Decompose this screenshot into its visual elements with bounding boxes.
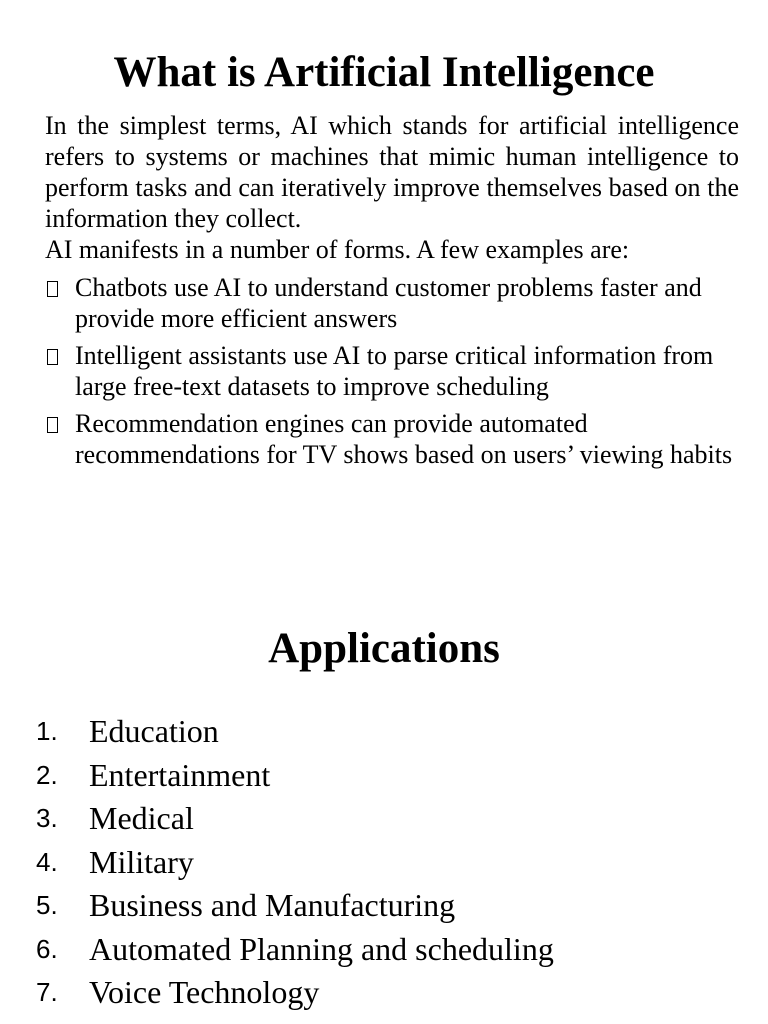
- application-number: 6.: [36, 933, 58, 964]
- application-number: 5.: [36, 890, 58, 921]
- application-number: 7.: [36, 977, 58, 1008]
- example-item: [45, 340, 745, 402]
- application-number: 4.: [36, 846, 58, 877]
- application-label: Military: [89, 843, 194, 880]
- application-number: 2.: [36, 759, 58, 790]
- checkbox-icon: [47, 349, 58, 365]
- application-item: [36, 841, 554, 885]
- example-item: [45, 408, 745, 470]
- application-item: [36, 928, 554, 972]
- application-item: [36, 971, 554, 1015]
- application-label: Entertainment: [89, 756, 271, 793]
- applications-list: [36, 710, 554, 1015]
- applications-heading: Applications: [268, 625, 500, 672]
- checkbox-icon: [47, 281, 58, 297]
- application-item: [36, 754, 554, 798]
- application-label: Medical: [89, 800, 194, 837]
- checkbox-icon: [47, 417, 58, 433]
- intro-paragraph: In the simplest terms, AI which stands for artificial intelligence refers to systems or machines that mimic human intelligence to perform tasks and can iteratively improve themselves based on the information they collect.: [45, 111, 739, 233]
- application-number: 1.: [36, 716, 58, 747]
- application-label: Voice Technology: [89, 974, 320, 1011]
- examples-list: [45, 272, 745, 476]
- application-label: Business and Manufacturing: [89, 887, 456, 924]
- example-text: Recommendation engines can provide automated recommendations for TV shows based on users’ viewing habits: [75, 409, 733, 469]
- application-item: [36, 797, 554, 841]
- application-item: [36, 884, 554, 928]
- example-text: Chatbots use AI to understand customer problems faster and provide more efficient answers: [75, 273, 702, 333]
- application-label: Education: [89, 713, 219, 750]
- application-item: [36, 710, 554, 754]
- example-item: [45, 272, 745, 334]
- application-label: Automated Planning and scheduling: [89, 930, 554, 967]
- page-title: What is Artificial Intelligence: [113, 49, 655, 96]
- intro-lead-in: AI manifests in a number of forms. A few examples are:: [45, 235, 630, 264]
- application-number: 3.: [36, 803, 58, 834]
- example-text: Intelligent assistants use AI to parse critical information from large free-text datasets to improve scheduling: [75, 341, 714, 401]
